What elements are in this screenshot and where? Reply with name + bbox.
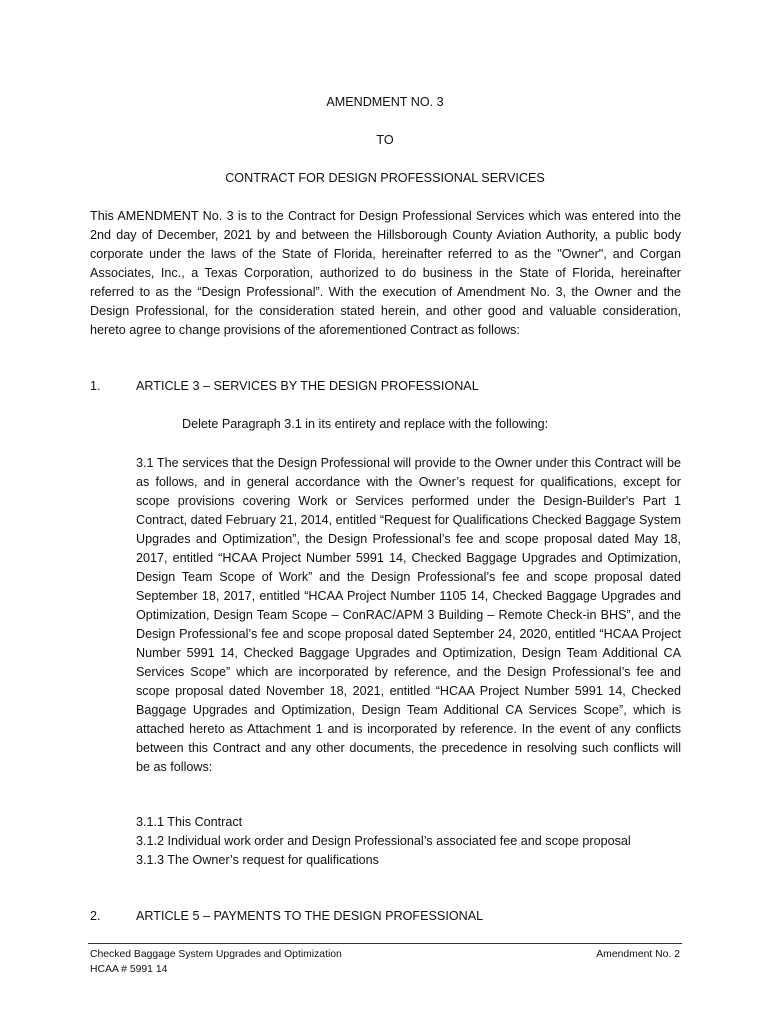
section-1-instruction: Delete Paragraph 3.1 in its entirety and replace with the following: (182, 417, 549, 431)
intro-paragraph: This AMENDMENT No. 3 is to the Contract for Design Professional Services which was entered into the 2nd day of December, 2021 by and between the Hillsborough County Aviation Authority, a public body corporate under the laws of the State of Florida, hereinafter referred to as the "Owner", and Corgan Associates, Inc., a Texas Corporation, authorized to do business in the State of Florida, hereinafter referred to as the “Design Professional”. With the execution of Amendment No. 3, the Owner and the Design Professional, for the consideration stated herein, and other good and valuable consideration, hereto agree to change provisions of the aforementioned Contract as follows: (90, 209, 681, 337)
list-item: 3.1.2 Individual work order and Design Professional’s associated fee and scope proposal (136, 834, 631, 848)
amendment-title: AMENDMENT NO. 3 (326, 95, 444, 109)
contract-title: CONTRACT FOR DESIGN PROFESSIONAL SERVICES (225, 171, 545, 185)
footer-divider (88, 943, 682, 944)
section-1-paragraph: 3.1 The services that the Design Professional will provide to the Owner under this Contract will be as follows, and in general accordance with the Owner’s request for qualifications, except for scope provisions covering Work or Services performed under the Design-Builder's Part 1 Contract, dated February 21, 2014, entitled “Request for Qualifications Checked Baggage System Upgrades and Optimization”, the Design Professional’s fee and scope proposal dated May 18, 2017, entitled “HCAA Project Number 5991 14, Checked Baggage Upgrades and Optimization, Design Team Scope of Work” and the Design Professional’s fee and scope proposal dated September 18, 2017, entitled “HCAA Project Number 1105 14, Checked Baggage Upgrades and Optimization, Design Team Scope – ConRAC/APM 3 Building – Remote Check-in BHS”, and the Design Professional’s fee and scope proposal dated September 24, 2020, entitled “HCAA Project Number 5991 14, Checked Baggage Upgrades and Optimization, Design Team Additional CA Services Scope” which are incorporated by reference, and the Design Professional’s fee and scope proposal dated November 18, 2021, entitled “HCAA Project Number 5991 14, Checked Baggage Upgrades and Optimization, Design Team Additional CA Services Scope”, which is attached hereto as Attachment 1 and is incorporated by reference. In the event of any conflicts between this Contract and any other documents, the precedence in resolving such conflicts will be as follows: (136, 456, 681, 774)
list-item: 3.1.1 This Contract (136, 815, 243, 829)
section-2-number: 2. (90, 909, 101, 923)
footer-project-name: Checked Baggage System Upgrades and Optimization (90, 949, 342, 960)
footer-project-number: HCAA # 5991 14 (90, 964, 168, 975)
section-1-number: 1. (90, 379, 101, 393)
section-2-title: ARTICLE 5 – PAYMENTS TO THE DESIGN PROFESSIONAL (136, 909, 484, 923)
footer-amendment-number: Amendment No. 2 (596, 949, 680, 960)
section-1-title: ARTICLE 3 – SERVICES BY THE DESIGN PROFESSIONAL (136, 379, 479, 393)
list-item: 3.1.3 The Owner’s request for qualifications (136, 853, 379, 867)
title-to: TO (376, 133, 394, 147)
